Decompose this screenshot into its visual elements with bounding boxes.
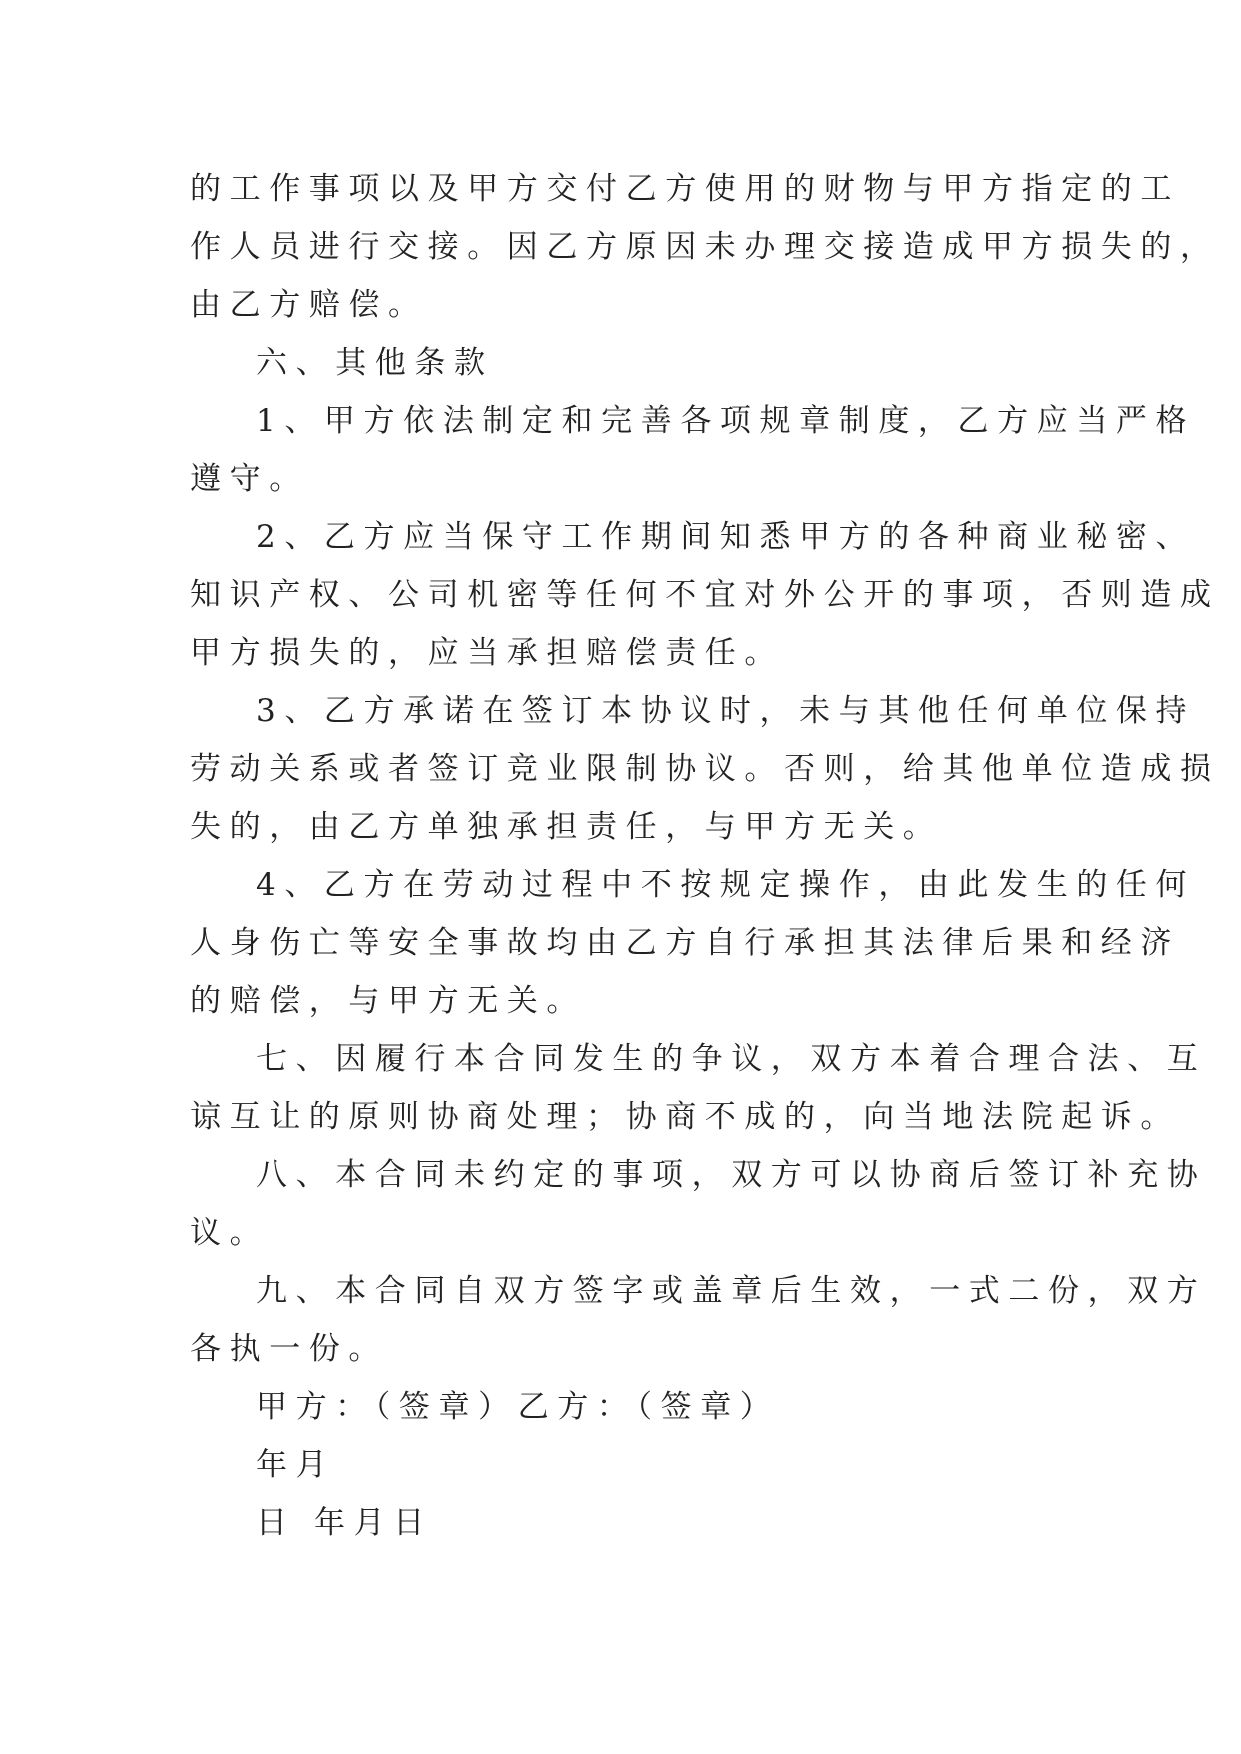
clause-4-line-1: 4、乙方在劳动过程中不按规定操作，由此发生的任何 (256, 867, 1196, 903)
clause-2-line-2: 知识产权、公司机密等任何不宜对外公开的事项，否则造成 (190, 577, 1220, 613)
text-line-3: 由乙方赔偿。 (190, 287, 428, 323)
section-8-line-1: 八、本合同未约定的事项，双方可以协商后签订补充协 (256, 1157, 1207, 1193)
text-line-1: 的工作事项以及甲方交付乙方使用的财物与甲方指定的工 (190, 171, 1180, 207)
clause-1-line-2: 遵守。 (190, 461, 309, 497)
clause-1-line-1: 1、甲方依法制定和完善各项规章制度，乙方应当严格 (256, 403, 1196, 439)
section-9-line-1: 九、本合同自双方签字或盖章后生效，一式二份，双方 (256, 1273, 1207, 1309)
clause-3-line-3: 失的，由乙方单独承担责任，与甲方无关。 (190, 809, 943, 845)
text-line-2: 作人员进行交接。因乙方原因未办理交接造成甲方损失的， (190, 229, 1220, 265)
clause-2-line-3: 甲方损失的，应当承担赔偿责任。 (190, 635, 784, 671)
section-9-line-2: 各执一份。 (190, 1331, 388, 1367)
date-line-1: 年月 (256, 1447, 336, 1483)
section-7-line-2: 谅互让的原则协商处理；协商不成的，向当地法院起诉。 (190, 1099, 1180, 1135)
clause-3-line-1: 3、乙方承诺在签订本协议时，未与其他任何单位保持 (256, 693, 1196, 729)
section-heading-other-terms: 六、其他条款 (256, 345, 494, 381)
section-7-line-1: 七、因履行本合同发生的争议，双方本着合理合法、互 (256, 1041, 1207, 1077)
date-line-2: 日 年月日 (256, 1505, 433, 1541)
clause-2-line-1: 2、乙方应当保守工作期间知悉甲方的各种商业秘密、 (256, 519, 1196, 555)
clause-4-line-3: 的赔偿，与甲方无关。 (190, 983, 586, 1019)
signature-line: 甲方：（签章）乙方：（签章） (256, 1389, 780, 1425)
clause-4-line-2: 人身伤亡等安全事故均由乙方自行承担其法律后果和经济 (190, 925, 1180, 961)
document-body (190, 160, 1220, 1552)
section-8-line-2: 议。 (190, 1215, 270, 1251)
clause-3-line-2: 劳动关系或者签订竞业限制协议。否则，给其他单位造成损 (190, 751, 1220, 787)
